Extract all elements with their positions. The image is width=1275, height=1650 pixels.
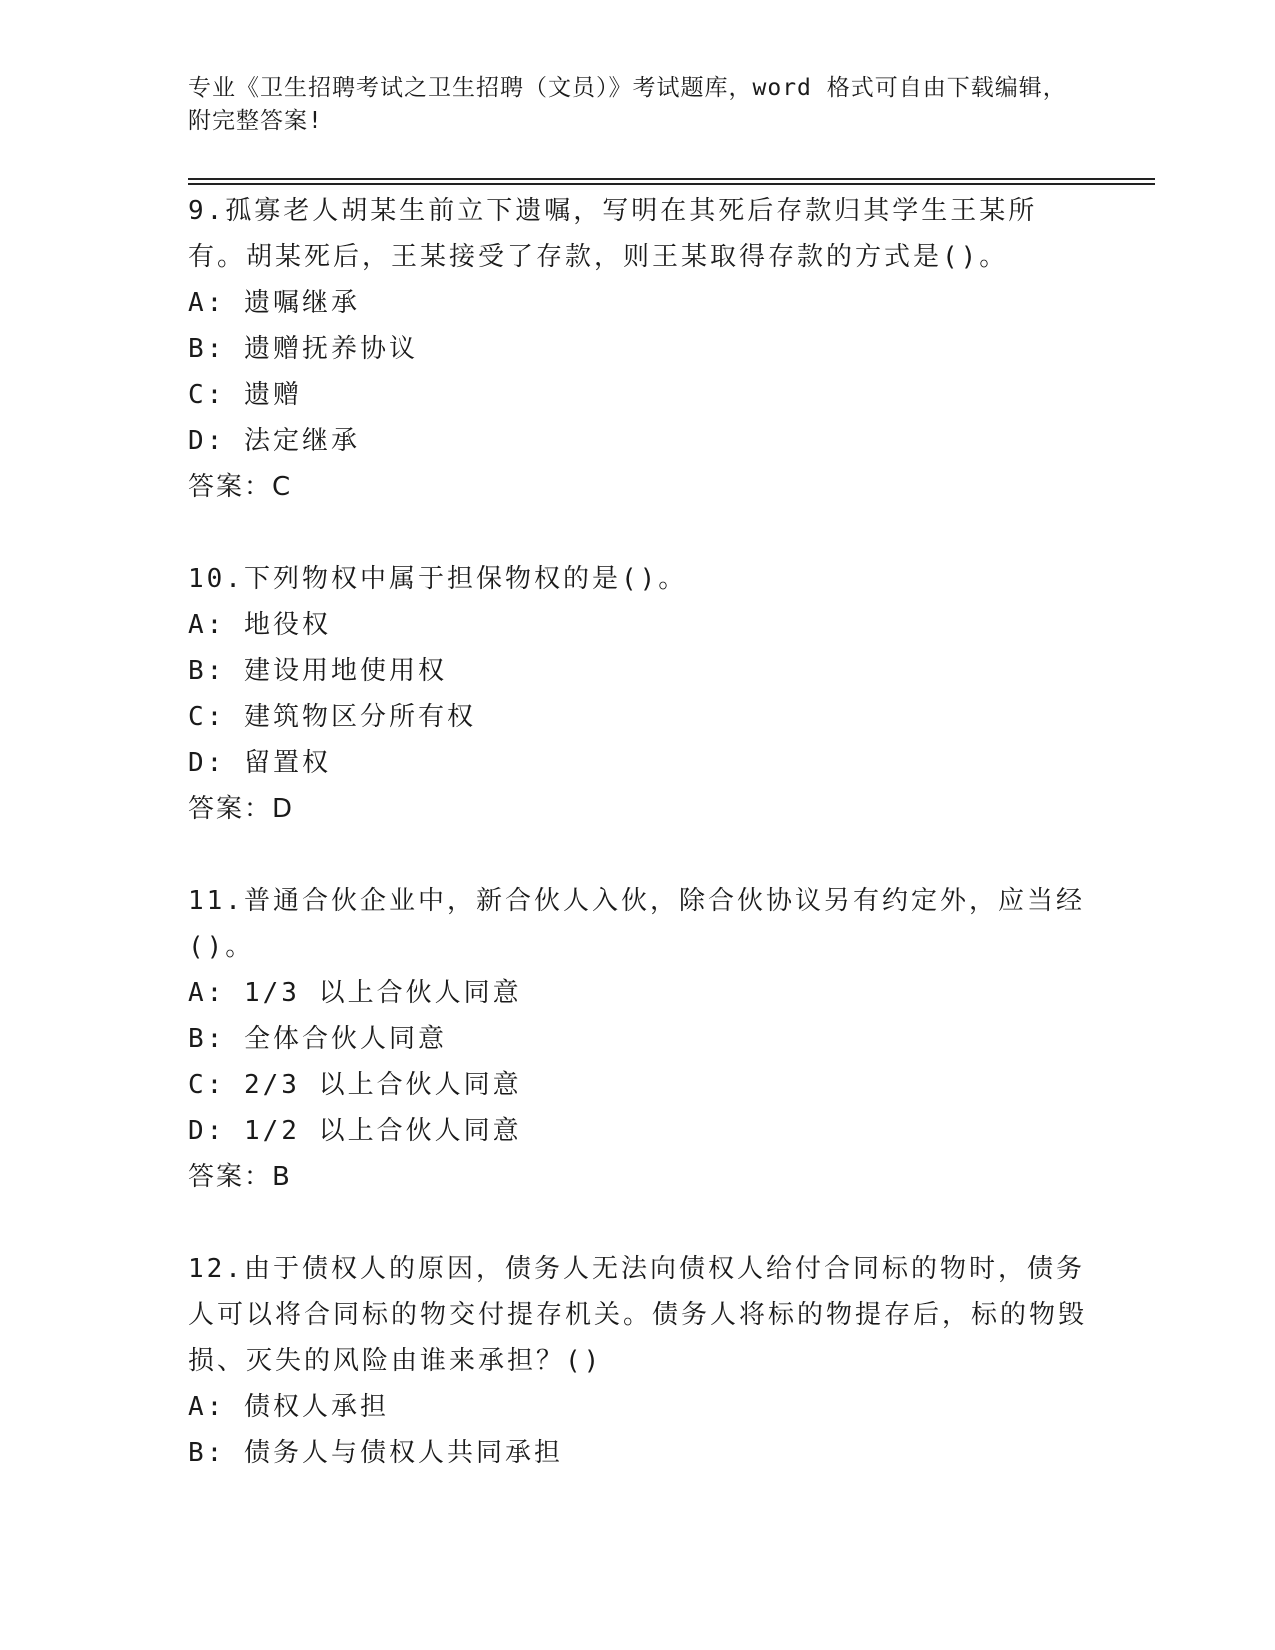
answer: 答案：D <box>188 794 295 824</box>
question-list <box>188 188 1088 1522</box>
question-11 <box>188 878 1088 1200</box>
question-text: 12.由于债权人的原因，债务人无法向债权人给付合同标的物时，债务人可以将合同标的物交付提存机关。债务人将标的物提存后，标的物毁损、灭失的风险由谁来承担？() <box>188 1254 1088 1376</box>
option-a: A: 地役权 <box>188 610 331 640</box>
option-a: A: 1/3 以上合伙人同意 <box>188 978 522 1008</box>
question-9 <box>188 188 1088 510</box>
option-a: A: 债权人承担 <box>188 1392 389 1422</box>
option-d: D: 留置权 <box>188 748 331 778</box>
document-header: 专业《卫生招聘考试之卫生招聘（文员）》考试题库，word 格式可自由下载编辑，附完整答案! <box>188 75 1067 134</box>
question-text: 11.普通合伙企业中，新合伙人入伙，除合伙协议另有约定外，应当经()。 <box>188 886 1085 962</box>
question-12 <box>188 1246 1088 1476</box>
header-divider-top <box>188 178 1155 180</box>
option-d: D: 1/2 以上合伙人同意 <box>188 1116 522 1146</box>
option-b: B: 建设用地使用权 <box>188 656 447 686</box>
question-text: 9.孤寡老人胡某生前立下遗嘱，写明在其死后存款归其学生王某所有。胡某死后，王某接受了存款，则王某取得存款的方式是()。 <box>188 196 1038 272</box>
question-text: 10.下列物权中属于担保物权的是()。 <box>188 564 688 594</box>
question-10 <box>188 556 1088 832</box>
option-c: C: 遗赠 <box>188 380 302 410</box>
option-b: B: 全体合伙人同意 <box>188 1024 447 1054</box>
option-a: A: 遗嘱继承 <box>188 288 360 318</box>
option-b: B: 遗赠抚养协议 <box>188 334 418 364</box>
option-d: D: 法定继承 <box>188 426 360 456</box>
option-c: C: 2/3 以上合伙人同意 <box>188 1070 522 1100</box>
answer: 答案：C <box>188 472 293 502</box>
option-c: C: 建筑物区分所有权 <box>188 702 476 732</box>
answer: 答案：B <box>188 1162 292 1192</box>
header-divider-bottom <box>188 183 1155 185</box>
option-b: B: 债务人与债权人共同承担 <box>188 1438 563 1468</box>
